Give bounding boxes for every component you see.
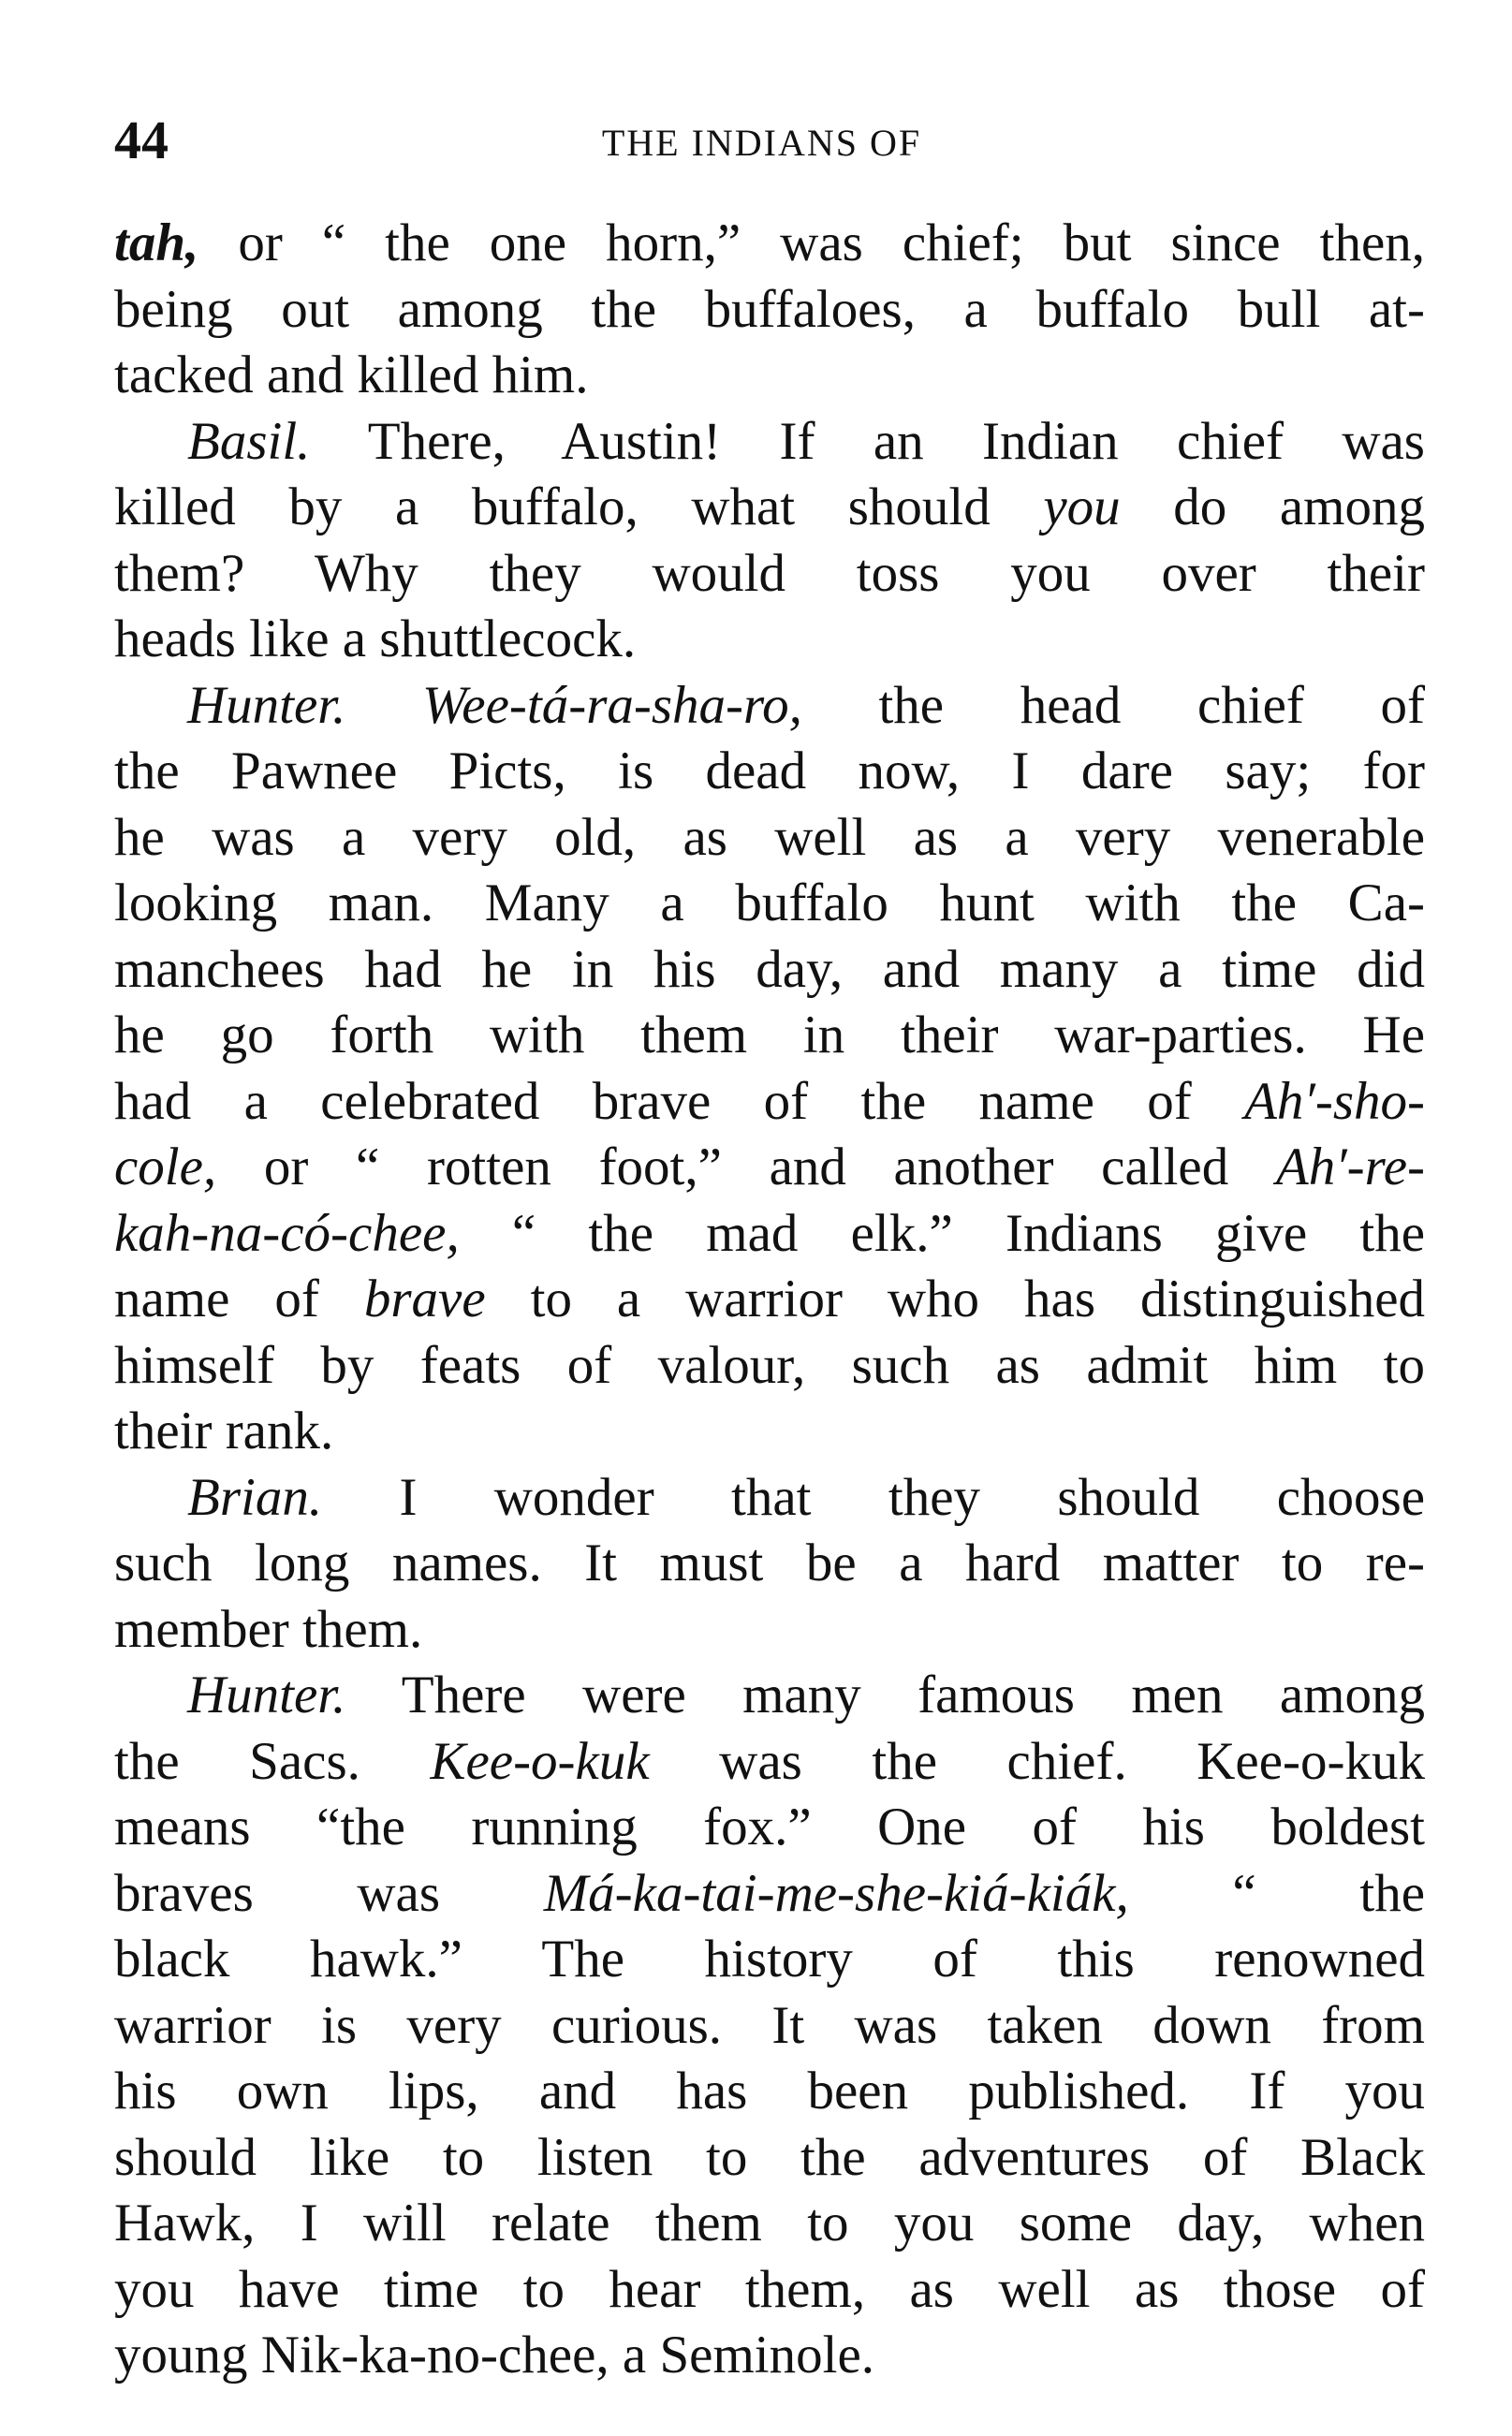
- text-line: the Pawnee Picts, is dead now, I dare say; for: [114, 741, 1425, 800]
- text-line: [114, 409, 1425, 476]
- text-segment: killed by a buffalo, what should: [114, 477, 1044, 536]
- text-line: [114, 1729, 1425, 1796]
- text-italic: Má-ka-tai-me-she-kiá-kiák,: [543, 1863, 1129, 1923]
- text-segment: was the chief. Kee-o-kuk: [649, 1731, 1425, 1791]
- text-line: manchees had he in his day, and many a time did: [114, 939, 1425, 999]
- text-italic: tah,: [114, 213, 199, 272]
- speaker-name: Hunter.: [187, 1666, 346, 1724]
- text-line: [114, 475, 1425, 541]
- text-line: [114, 1069, 1425, 1136]
- text-segment: There were many famous men among: [345, 1666, 1425, 1724]
- text-segment: the Sacs.: [114, 1731, 431, 1791]
- text-segment: There, Austin! If an Indian chief was: [310, 411, 1425, 471]
- text-line: should like to listen to the adventures of Black: [114, 2127, 1425, 2187]
- text-italic: Kee-o-kuk: [430, 1731, 650, 1791]
- text-segment: I wonder that they should choose: [322, 1467, 1425, 1527]
- text-line: black hawk.” The history of this renowned: [114, 1930, 1425, 1988]
- page-header: [114, 108, 1409, 173]
- text-line: his own lips, and has been published. If you: [114, 2062, 1425, 2120]
- text-line: Hawk, I will relate them to you some day, when: [114, 2194, 1425, 2253]
- text-line: warrior is very curious. It was taken down from: [114, 1995, 1425, 2055]
- text-line: such long names. It must be a hard matter to re-: [114, 1534, 1425, 1592]
- speaker-name: Hunter.: [187, 675, 346, 735]
- text-line: being out among the buffaloes, a buffalo bull at-: [114, 279, 1425, 339]
- text-italic: kah-na-có-chee,: [114, 1203, 460, 1263]
- text-italic: Ah′-re-: [1275, 1137, 1425, 1196]
- text-segment: name of: [114, 1269, 364, 1328]
- text-line: heads like a shuttlecock.: [114, 609, 637, 668]
- text-line: looking man. Many a buffalo hunt with the Ca-: [114, 873, 1425, 932]
- text-segment: braves was: [114, 1863, 544, 1923]
- text-line: young Nik-ka-no-chee, a Seminole.: [114, 2326, 874, 2385]
- body-text: [114, 211, 1425, 2389]
- text-line: [114, 1861, 1425, 1928]
- text-line: means “the running fox.” One of his boldest: [114, 1798, 1425, 1856]
- text-segment: “ the mad elk.” Indians give the: [459, 1203, 1425, 1263]
- speaker-name: Brian.: [187, 1467, 323, 1527]
- speaker-name: Basil.: [187, 411, 311, 471]
- text-line: them? Why they would toss you over their: [114, 543, 1425, 603]
- text-line: he go forth with them in their war-parties. He: [114, 1005, 1425, 1064]
- text-italic: brave: [363, 1269, 486, 1328]
- text-italic: Ah′-sho-: [1244, 1071, 1425, 1131]
- page-number: 44: [114, 110, 169, 170]
- text-line: tacked and killed him.: [114, 345, 589, 404]
- text-line: member them.: [114, 1599, 423, 1659]
- text-segment: had a celebrated brave of the name of: [114, 1071, 1245, 1131]
- running-title: THE INDIANS OF: [601, 122, 922, 164]
- text-line: [114, 1267, 1425, 1333]
- text-segment: or “ the one horn,” was chief; but since then,: [198, 213, 1425, 272]
- text-line: [114, 1663, 1425, 1729]
- text-line: you have time to hear them, as well as those of: [114, 2259, 1425, 2319]
- text-line: [114, 673, 1425, 740]
- text-line: [114, 1465, 1425, 1532]
- text-line: he was a very old, as well as a very venerable: [114, 807, 1425, 867]
- text-segment: to a warrior who has distinguished: [485, 1269, 1425, 1328]
- text-line: [114, 1135, 1425, 1201]
- text-line: their rank.: [114, 1401, 334, 1460]
- text-segment: or “ rotten foot,” and another called: [216, 1137, 1276, 1196]
- text-line: himself by feats of valour, such as admit him to: [114, 1335, 1425, 1395]
- text-segment: the head chief of: [801, 675, 1425, 735]
- text-italic: cole,: [114, 1137, 217, 1196]
- text-line: [114, 1201, 1425, 1268]
- text-line: [114, 211, 1425, 277]
- text-italic: Wee-tá-ra-sha-ro,: [345, 675, 802, 735]
- text-segment: “ the: [1128, 1863, 1425, 1923]
- text-segment: do among: [1120, 477, 1425, 536]
- text-italic: you: [1043, 477, 1121, 536]
